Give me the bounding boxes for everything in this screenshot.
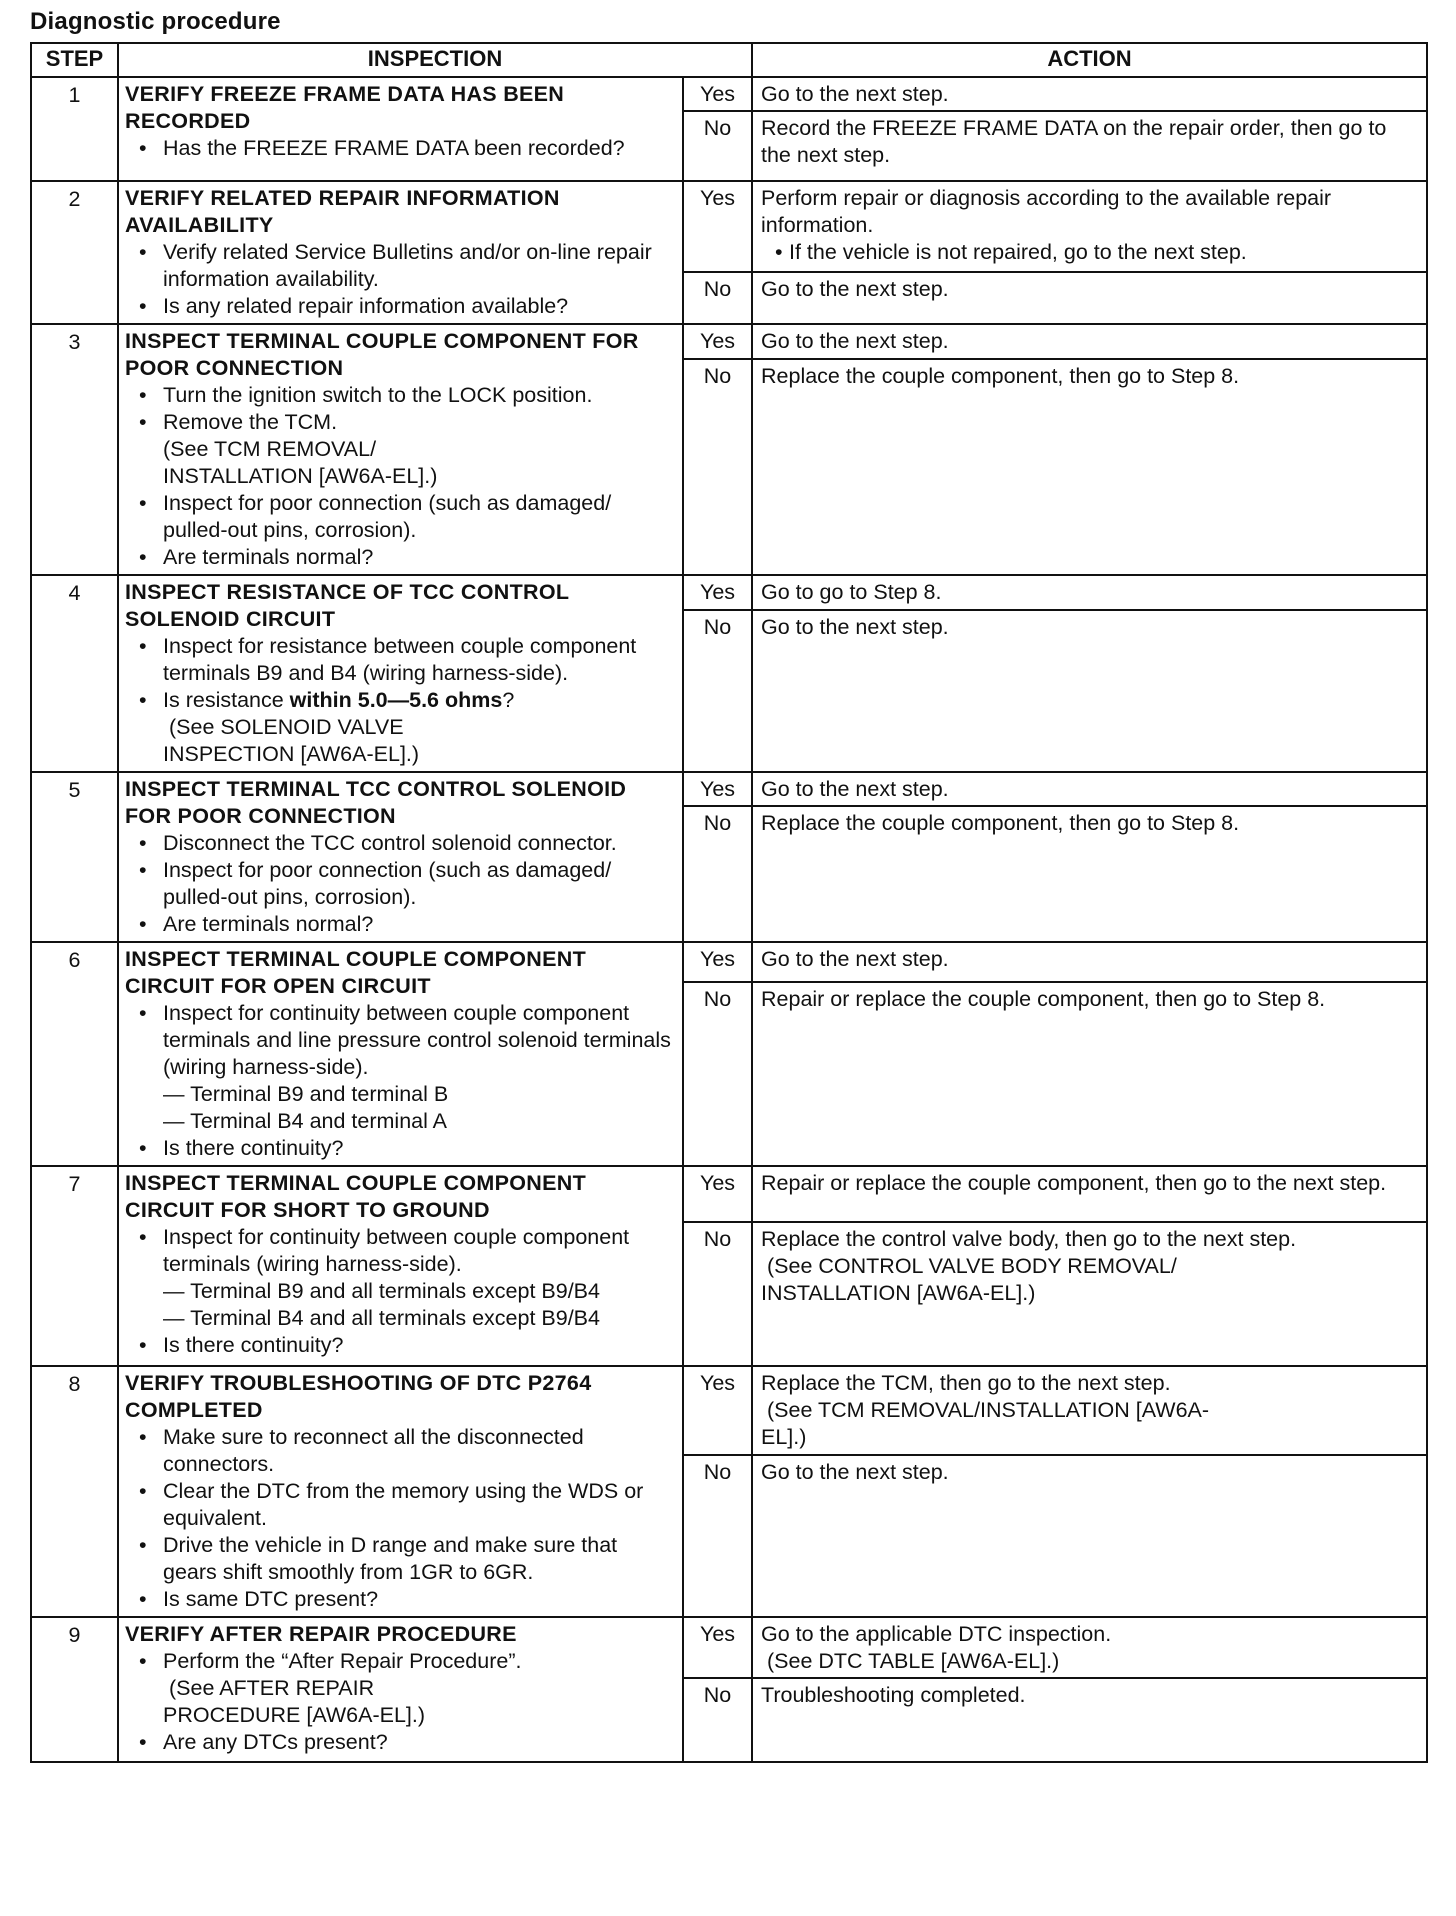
step-number: 4 xyxy=(31,575,118,772)
yes-action: Perform repair or diagnosis according to the available repair information. xyxy=(761,186,1332,237)
reference-note: INSTALLATION [AW6A-EL].) xyxy=(163,464,438,488)
bullet-item: • Are terminals normal? xyxy=(125,911,676,938)
step-3-yes-row xyxy=(31,324,1427,359)
yes-label: Yes xyxy=(683,942,752,982)
step-number: 7 xyxy=(31,1166,118,1366)
step-2-yes-row xyxy=(31,181,1427,272)
step-number: 8 xyxy=(31,1366,118,1617)
step-1-yes-row xyxy=(31,77,1427,111)
reference-note: (See TCM REMOVAL/INSTALLATION [AW6A- xyxy=(767,1398,1210,1422)
step-title: VERIFY AFTER REPAIR PROCEDURE xyxy=(125,1622,517,1646)
step-2-inspection xyxy=(118,181,683,324)
bullet-item: • Drive the vehicle in D range and make sure that gears shift smoothly from 1GR to 6GR. xyxy=(125,1532,676,1586)
resistance-spec: within 5.0—5.6 ohms xyxy=(289,688,503,712)
yes-action: Go to the next step. xyxy=(752,942,1427,982)
step-title: VERIFY RELATED REPAIR INFORMATION AVAILABILITY xyxy=(125,186,560,237)
yes-action: Replace the TCM, then go to the next step. xyxy=(761,1371,1171,1395)
dash-item: — Terminal B9 and terminal B xyxy=(163,1082,449,1106)
step-number: 9 xyxy=(31,1617,118,1762)
step-1-inspection xyxy=(118,77,683,181)
step-title: INSPECT TERMINAL TCC CONTROL SOLENOID FOR POOR CONNECTION xyxy=(125,777,627,828)
bullet-item: • Inspect for resistance between couple component terminals B9 and B4 (wiring harness-side). xyxy=(125,633,676,687)
no-action: Replace the control valve body, then go to the next step. xyxy=(761,1227,1297,1251)
header-inspection: INSPECTION xyxy=(118,43,752,77)
yes-action-cell xyxy=(752,1617,1427,1678)
yes-label: Yes xyxy=(683,575,752,610)
step-title: INSPECT RESISTANCE OF TCC CONTROL SOLENOID CIRCUIT xyxy=(125,580,569,631)
step-number: 1 xyxy=(31,77,118,181)
step-number: 2 xyxy=(31,181,118,324)
no-label: No xyxy=(683,1455,752,1617)
step-7-inspection xyxy=(118,1166,683,1366)
step-8-inspection xyxy=(118,1366,683,1617)
yes-action: Go to the next step. xyxy=(752,324,1427,359)
step-title: INSPECT TERMINAL COUPLE COMPONENT CIRCUIT FOR OPEN CIRCUIT xyxy=(125,947,587,998)
yes-action: Repair or replace the couple component, then go to the next step. xyxy=(752,1166,1427,1222)
yes-action-cell xyxy=(752,1366,1427,1455)
step-6-yes-row xyxy=(31,942,1427,982)
step-number: 6 xyxy=(31,942,118,1166)
reference-note: EL].) xyxy=(761,1425,807,1449)
bullet-item: • Are terminals normal? xyxy=(125,544,676,571)
dash-item: — Terminal B9 and all terminals except B9/B4 xyxy=(163,1279,600,1303)
no-label: No xyxy=(683,1222,752,1366)
bullet-item: • Is there continuity? xyxy=(125,1135,676,1162)
reference-note: PROCEDURE [AW6A-EL].) xyxy=(163,1703,426,1727)
step-3-inspection xyxy=(118,324,683,575)
yes-action: Go to the next step. xyxy=(752,77,1427,111)
bullet-item: • Perform the “After Repair Procedure”. xyxy=(125,1648,676,1675)
yes-label: Yes xyxy=(683,181,752,272)
yes-action-cell xyxy=(752,181,1427,272)
yes-label: Yes xyxy=(683,772,752,806)
page-title: Diagnostic procedure xyxy=(30,8,281,35)
yes-action: Go to go to Step 8. xyxy=(752,575,1427,610)
reference-note: (See AFTER REPAIR xyxy=(169,1676,375,1700)
dash-item: — Terminal B4 and all terminals except B9/B4 xyxy=(163,1306,600,1330)
no-label: No xyxy=(683,359,752,575)
header-row xyxy=(31,43,1427,77)
header-step: STEP xyxy=(31,43,118,77)
bullet-item: • Remove the TCM. xyxy=(125,409,676,436)
yes-label: Yes xyxy=(683,1366,752,1455)
no-label: No xyxy=(683,111,752,181)
bullet-item xyxy=(125,687,676,714)
no-action-cell xyxy=(752,1222,1427,1366)
step-9-yes-row xyxy=(31,1617,1427,1678)
bullet-item: • Inspect for poor connection (such as damaged/ pulled-out pins, corrosion). xyxy=(125,490,676,544)
bullet-item: • Verify related Service Bulletins and/or on-line repair information availability. xyxy=(125,239,676,293)
step-4-yes-row xyxy=(31,575,1427,610)
step-7-yes-row xyxy=(31,1166,1427,1222)
step-title: VERIFY FREEZE FRAME DATA HAS BEEN RECORDED xyxy=(125,82,565,133)
step-title: INSPECT TERMINAL COUPLE COMPONENT FOR POOR CONNECTION xyxy=(125,329,639,380)
reference-note: INSPECTION [AW6A-EL].) xyxy=(163,742,420,766)
reference-note: (See TCM REMOVAL/ xyxy=(163,437,377,461)
resistance-question: Is resistance xyxy=(163,688,290,712)
bullet-item: • Make sure to reconnect all the disconnected connectors. xyxy=(125,1424,676,1478)
reference-note: (See DTC TABLE [AW6A-EL].) xyxy=(767,1649,1060,1673)
no-action: Go to the next step. xyxy=(752,1455,1427,1617)
yes-label: Yes xyxy=(683,1617,752,1678)
no-action: Replace the couple component, then go to Step 8. xyxy=(752,806,1427,942)
no-action: Replace the couple component, then go to Step 8. xyxy=(752,359,1427,575)
bullet-item: • Is same DTC present? xyxy=(125,1586,676,1613)
diagnostic-table xyxy=(30,42,1428,1763)
step-5-inspection xyxy=(118,772,683,942)
yes-label: Yes xyxy=(683,77,752,111)
step-title: INSPECT TERMINAL COUPLE COMPONENT CIRCUIT FOR SHORT TO GROUND xyxy=(125,1171,587,1222)
no-label: No xyxy=(683,806,752,942)
bullet-item: • Clear the DTC from the memory using the WDS or equivalent. xyxy=(125,1478,676,1532)
bullet-item: • Is any related repair information available? xyxy=(125,293,676,320)
bullet-item: • Is there continuity? xyxy=(125,1332,676,1359)
bullet-item: • If the vehicle is not repaired, go to the next step. xyxy=(761,239,1418,266)
resistance-question-end: ? xyxy=(502,688,515,712)
bullet-item: • Are any DTCs present? xyxy=(125,1729,676,1756)
header-action: ACTION xyxy=(752,43,1427,77)
bullet-item: • Turn the ignition switch to the LOCK position. xyxy=(125,382,676,409)
yes-action: Go to the applicable DTC inspection. xyxy=(761,1622,1112,1646)
yes-label: Yes xyxy=(683,324,752,359)
yes-action: Go to the next step. xyxy=(752,772,1427,806)
no-action: Record the FREEZE FRAME DATA on the repair order, then go to the next step. xyxy=(752,111,1427,181)
bullet-item: • Inspect for poor connection (such as damaged/ pulled-out pins, corrosion). xyxy=(125,857,676,911)
no-action: Go to the next step. xyxy=(752,272,1427,324)
no-action: Go to the next step. xyxy=(752,610,1427,772)
step-4-inspection xyxy=(118,575,683,772)
no-action: Troubleshooting completed. xyxy=(752,1678,1427,1762)
no-action: Repair or replace the couple component, then go to Step 8. xyxy=(752,982,1427,1166)
bullet-item: • Inspect for continuity between couple component terminals (wiring harness-side). xyxy=(125,1224,676,1278)
dash-item: — Terminal B4 and terminal A xyxy=(163,1109,448,1133)
step-9-inspection xyxy=(118,1617,683,1762)
yes-label: Yes xyxy=(683,1166,752,1222)
step-number: 5 xyxy=(31,772,118,942)
no-label: No xyxy=(683,982,752,1166)
step-number: 3 xyxy=(31,324,118,575)
bullet-item: • Has the FREEZE FRAME DATA been recorded? xyxy=(125,135,676,162)
bullet-item: • Disconnect the TCC control solenoid connector. xyxy=(125,830,676,857)
step-8-yes-row xyxy=(31,1366,1427,1455)
no-label: No xyxy=(683,272,752,324)
reference-note: INSTALLATION [AW6A-EL].) xyxy=(761,1281,1036,1305)
no-label: No xyxy=(683,610,752,772)
reference-note: (See CONTROL VALVE BODY REMOVAL/ xyxy=(767,1254,1177,1278)
step-title: VERIFY TROUBLESHOOTING OF DTC P2764 COMPLETED xyxy=(125,1371,592,1422)
step-5-yes-row xyxy=(31,772,1427,806)
reference-note: (See SOLENOID VALVE xyxy=(169,715,404,739)
bullet-item: • Inspect for continuity between couple component terminals and line pressure control solenoid terminals (wiring harness-side). xyxy=(125,1000,676,1081)
no-label: No xyxy=(683,1678,752,1762)
step-6-inspection xyxy=(118,942,683,1166)
